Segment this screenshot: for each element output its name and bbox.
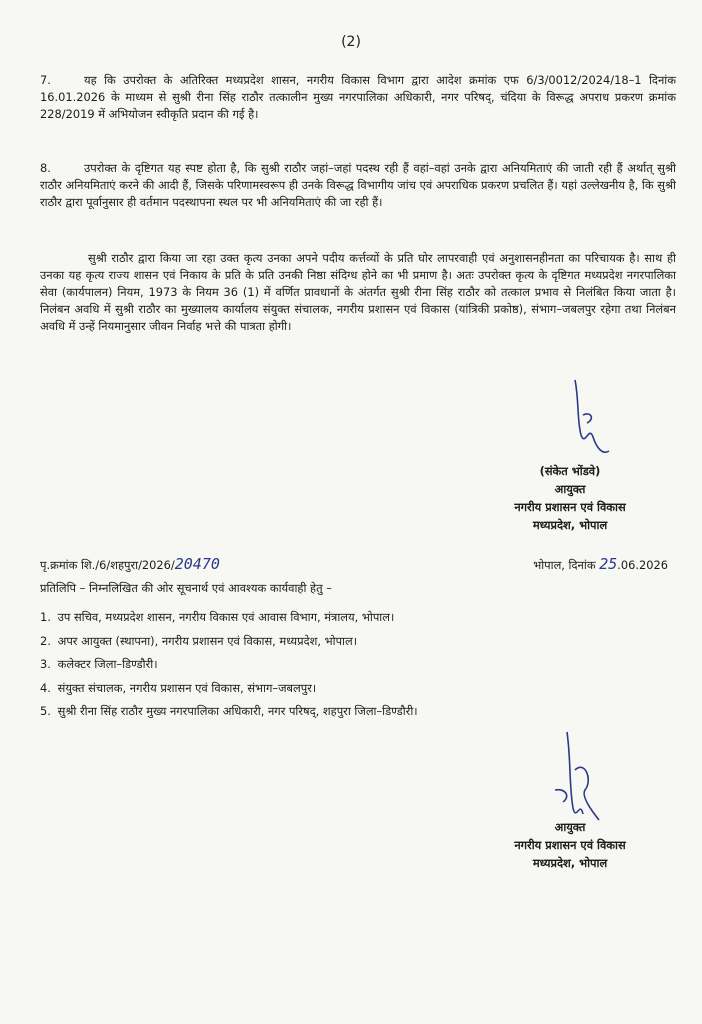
signatory-name: (संकेत भोंडवे) [539,464,601,478]
paragraph-8-number: 8. [40,161,51,175]
page-number: (2) [341,34,361,50]
reference-line [40,555,680,573]
signatory-department: नगरीय प्रशासन एवं विकास [514,500,626,514]
date-prefix: भोपाल, दिनांक [533,558,596,572]
signature-block-1 [470,462,670,534]
copy-list-item: 1. उप सचिव, मध्यप्रदेश शासन, नगरीय विकास एवं आवास विभाग, मंत्रालय, भोपाल। [40,610,395,624]
reference-number [40,555,220,573]
handwritten-day: 25 [599,555,618,573]
copy-list-item: 4. संयुक्त संचालक, नगरीय प्रशासन एवं विकास, संभाग–जबलपुर। [40,680,317,695]
handwritten-signature-1 [565,375,615,465]
handwritten-signature-2 [545,730,605,830]
signatory-title: आयुक्त [554,482,586,496]
signatory-place-2: मध्यप्रदेश, भोपाल [532,856,608,870]
copy-list-item: 2. अपर आयुक्त (स्थापना), नगरीय प्रशासन एवं विकास, मध्यप्रदेश, भोपाल। [40,633,358,648]
signatory-place: मध्यप्रदेश, भोपाल [532,518,608,532]
paragraph-7 [40,72,676,123]
signatory-department-2: नगरीय प्रशासन एवं विकास [514,838,626,852]
reference-prefix: पृ.क्रमांक शि./6/शहपुरा/2026/ [40,558,175,572]
paragraph-7-text: यह कि उपरोक्त के अतिरिक्त मध्यप्रदेश शासन, नगरीय विकास विभाग द्वारा आदेश क्रमांक एफ 6/3/0012/2024/18–1 दिनांक 16.01.2026 के माध्यम से सुश्री रीना सिंह राठौर तत्कालीन मुख्य नगरपालिका अधिकारी, नगर परिषद्, चंदिया के विरूद्ध अपराध प्रकरण क्रमांक 228/2019 में अभियोजन स्वीकृति प्रदान की गई है। [40,73,676,121]
copy-list [40,608,418,726]
date-suffix: .06.2026 [617,558,668,572]
paragraph-order-text: सुश्री राठौर द्वारा किया जा रहा उक्त कृत्य उनका अपने पदीय कर्त्तव्यों के प्रति घोर लापरवाही एवं अनुशासनहीनता का परिचायक है। साथ ही उनका यह कृत्य राज्य शासन एवं निकाय के प्रति के प्रति उनकी निष्ठा संदिग्ध होने का भी प्रमाण है। अतः उपरोक्त कृत्य के दृष्टिगत मध्यप्रदेश नगरपालिका सेवा (कार्यपालन) नियम, 1973 के नियम 36 (1) में वर्णित प्रावधानों के अंतर्गत सुश्री रीना सिंह राठौर को तत्काल प्रभाव से निलंबित किया जाता है। निलंबन अवधि में सुश्री राठौर का मुख्यालय कार्यालय संयुक्त संचालक, नगरीय प्रशासन एवं विकास (यांत्रिकी प्रकोष्ठ), संभाग–जबलपुर रहेगा तथा निलंबन अवधि में उन्हें नियमानुसार जीवन निर्वाह भत्ते की पात्रता होगी। [40,251,676,333]
copy-heading: प्रतिलिपि – निम्नलिखित की ओर सूचनार्थ एवं आवश्यक कार्यवाही हेतु – [40,581,332,595]
paragraph-order [40,250,676,335]
paragraph-8 [40,160,676,211]
paragraph-7-number: 7. [40,73,51,87]
copy-list-item: 5. सुश्री रीना सिंह राठौर मुख्य नगरपालिका अधिकारी, नगर परिषद्, शहपुरा जिला–डिण्डौरी। [40,704,418,718]
reference-date [533,555,668,573]
paragraph-8-text: उपरोक्त के दृष्टिगत यह स्पष्ट होता है, कि सुश्री राठौर जहां–जहां पदस्थ रही हैं वहां–वहां उनके द्वारा अनियमिताएं की जाती रही हैं अर्थात् सुश्री राठौर अनियमिताएं करने की आदी हैं, जिसके परिणामस्वरूप ही उनके विरूद्ध विभागीय जांच एवं अपराधिक प्रकरण प्रचलित हैं। यहां उल्लेखनीय है, कि सुश्री राठौर द्वारा पूर्वानुसार ही वर्तमान पदस्थापना स्थल पर भी अनियमिताएं की जा रही हैं। [40,161,676,209]
handwritten-reference-number: 20470 [174,555,220,573]
copy-list-item: 3. कलेक्टर जिला–डिण्डौरी। [40,657,158,671]
signature-block-2 [470,818,670,872]
signatory-title-2: आयुक्त [554,820,586,834]
